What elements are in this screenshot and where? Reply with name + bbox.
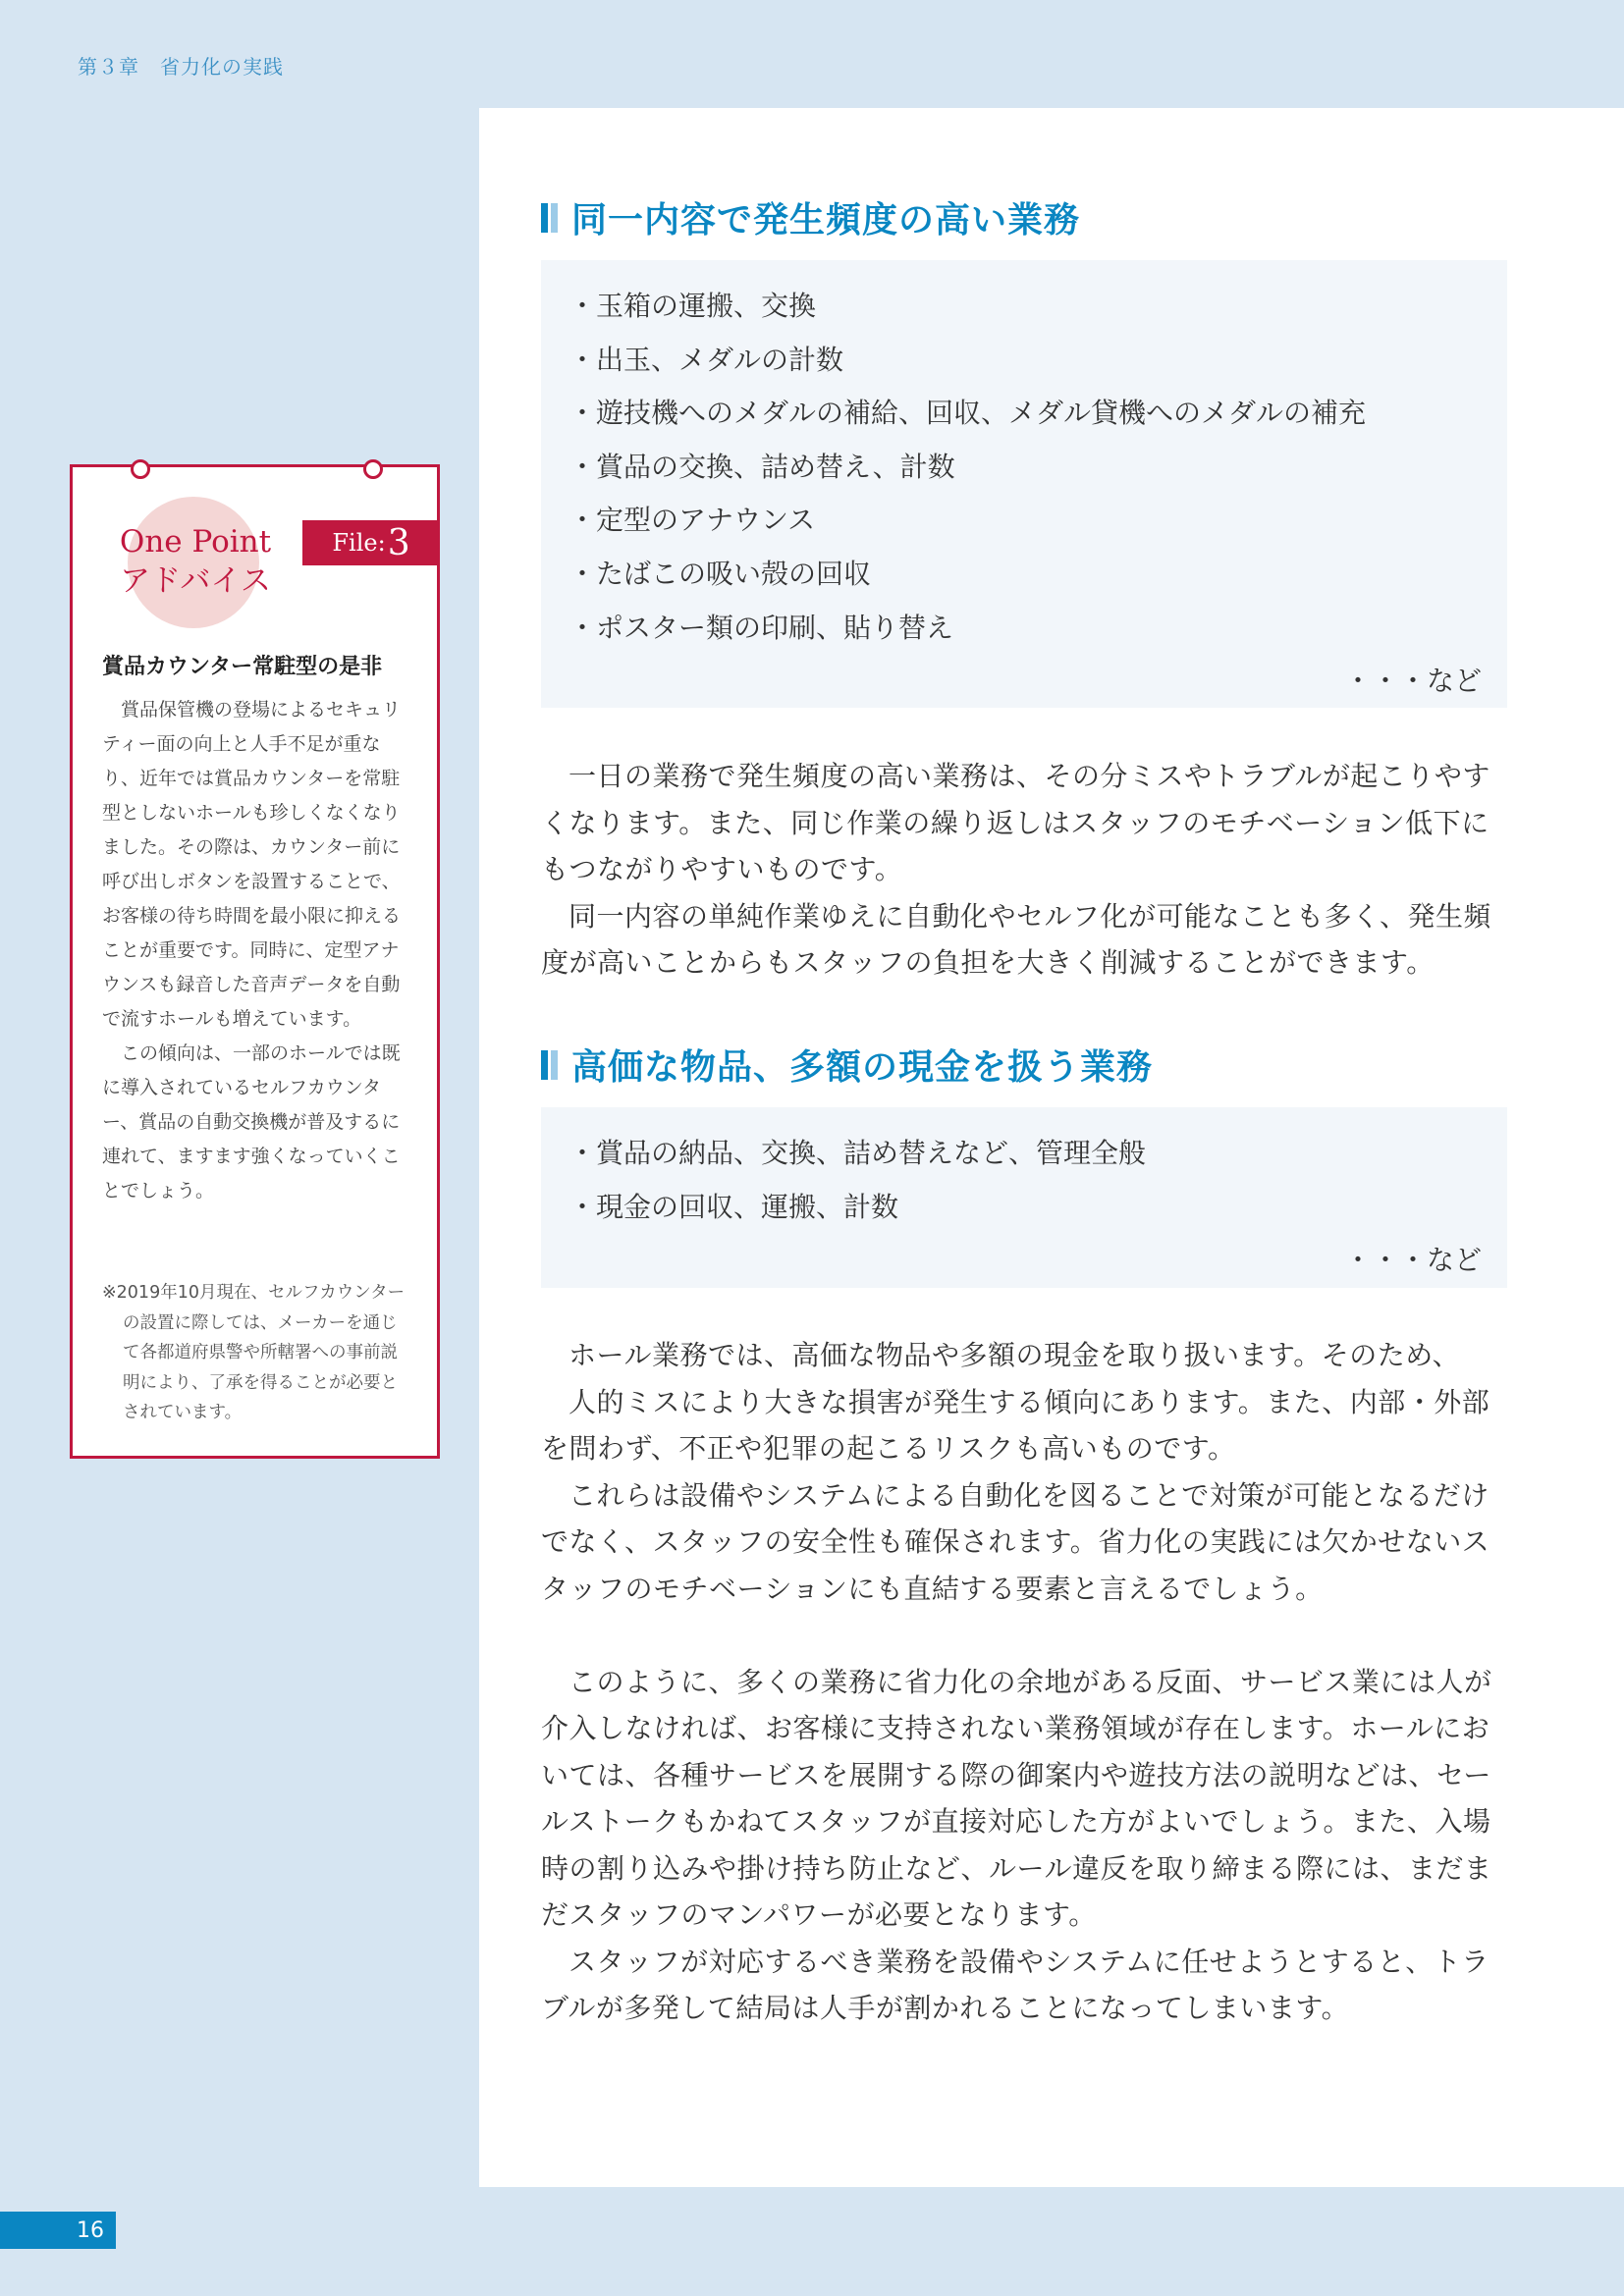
list-item: ・定型のアナウンス — [568, 504, 816, 537]
list-etc: ・・・など — [1343, 1244, 1482, 1277]
title-bar-icon — [541, 203, 558, 233]
card-body — [102, 693, 414, 1208]
paragraph: ホール業務では、高価な物品や多額の現金を取り扱います。そのため、 — [568, 1339, 1461, 1371]
paragraph: 人的ミスにより大きな損害が発生する傾向にあります。また、内部・外部を問わず、不正や犯罪の起こるリスクも高いものです。 — [541, 1385, 1490, 1465]
list-item: ・現金の回収、運搬、計数 — [568, 1190, 899, 1223]
list-item: ・遊技機へのメダルの補給、回収、メダル貸機へのメダルの補充 — [568, 397, 1367, 430]
label-line-1: One Point — [119, 524, 272, 560]
paragraph: 同一内容の単純作業ゆえに自動化やセルフ化が可能なことも多く、発生頻度が高いことからもスタッフの負担を大きく削減することができます。 — [541, 899, 1491, 979]
card-paragraph: 賞品保管機の登場によるセキュリティー面の向上と人手不足が重なり、近年では賞品カウンターを常駐型としないホールも珍しくなくなりました。その際は、カウンター前に呼び出しボタンを設置することで、お客様の待ち時間を最小限に抑えることが重要です。同時に、定型アナウンスも録音した音声データを自動で流すホールも増えています。 — [102, 699, 402, 1030]
list-item: ・ポスター類の印刷、貼り替え — [568, 611, 954, 644]
label-line-2: アドバイス — [119, 563, 272, 599]
chapter-header: 第３章 省力化の実践 — [78, 55, 284, 79]
one-point-advice-card — [70, 464, 440, 1459]
card-heading: 賞品カウンター常駐型の是非 — [102, 655, 383, 679]
binder-ring-icon — [363, 459, 383, 479]
section-title-frequent-tasks — [541, 192, 1080, 242]
card-paragraph: この傾向は、一部のホールでは既に導入されているセルフカウンター、賞品の自動交換機が普及するに連れて、ますます強くなっていくことでしょう。 — [102, 1042, 401, 1201]
task-list-box-1 — [541, 260, 1507, 708]
list-item: ・玉箱の運搬、交換 — [568, 290, 817, 322]
file-prefix: File: — [332, 529, 386, 557]
section-title-text: 高価な物品、多額の現金を扱う業務 — [571, 1046, 1154, 1088]
file-badge — [302, 520, 440, 565]
section-title-valuables-tasks — [541, 1040, 1153, 1090]
section1-body — [541, 753, 1507, 987]
list-item: ・出玉、メダルの計数 — [568, 343, 844, 376]
list-item: ・賞品の納品、交換、詰め替えなど、管理全般 — [568, 1137, 1147, 1169]
title-bar-icon — [541, 1050, 558, 1080]
binder-ring-icon — [131, 459, 150, 479]
paragraph: このように、多くの業務に省力化の余地がある反面、サービス業には人が介入しなければ、お客様に支持されない業務領域が存在します。ホールにおいては、各種サービスを展開する際の御案内や遊技方法の説明などは、セールストークもかねてスタッフが直接対応した方がよいでしょう。また、入場時の割り込みや掛け持ち防止など、ルール違反を取り締まる際には、まだまだスタッフのマンパワーが必要となります。 — [541, 1665, 1492, 1931]
page-number: 16 — [0, 2212, 116, 2249]
section2-body — [541, 1332, 1507, 2032]
list-item: ・たばこの吸い殻の回収 — [568, 557, 872, 590]
card-note: ※2019年10月現在、セルフカウンターの設置に際しては、メーカーを通じて各都道府県警や所轄署への事前説明により、了承を得ることが必要とされています。 — [102, 1283, 406, 1422]
section-title-text: 同一内容で発生頻度の高い業務 — [571, 199, 1081, 240]
task-list-box-2 — [541, 1107, 1507, 1288]
one-point-label — [102, 522, 289, 601]
list-etc: ・・・など — [1343, 665, 1482, 698]
list-item: ・賞品の交換、詰め替え、計数 — [568, 450, 955, 483]
file-number: 3 — [387, 522, 410, 563]
paragraph: 一日の業務で発生頻度の高い業務は、その分ミスやトラブルが起こりやすくなります。また、同じ作業の繰り返しはスタッフのモチベーション低下にもつながりやすいものです。 — [541, 760, 1490, 885]
paragraph-spacer — [541, 1612, 1507, 1659]
paragraph: スタッフが対応するべき業務を設備やシステムに任せようとすると、トラブルが多発して結局は人手が割かれることになってしまいます。 — [541, 1945, 1489, 2024]
paragraph: これらは設備やシステムによる自動化を図ることで対策が可能となるだけでなく、スタッフの安全性も確保されます。省力化の実践には欠かせないスタッフのモチベーションにも直結する要素と言えるでしょう。 — [541, 1478, 1490, 1605]
